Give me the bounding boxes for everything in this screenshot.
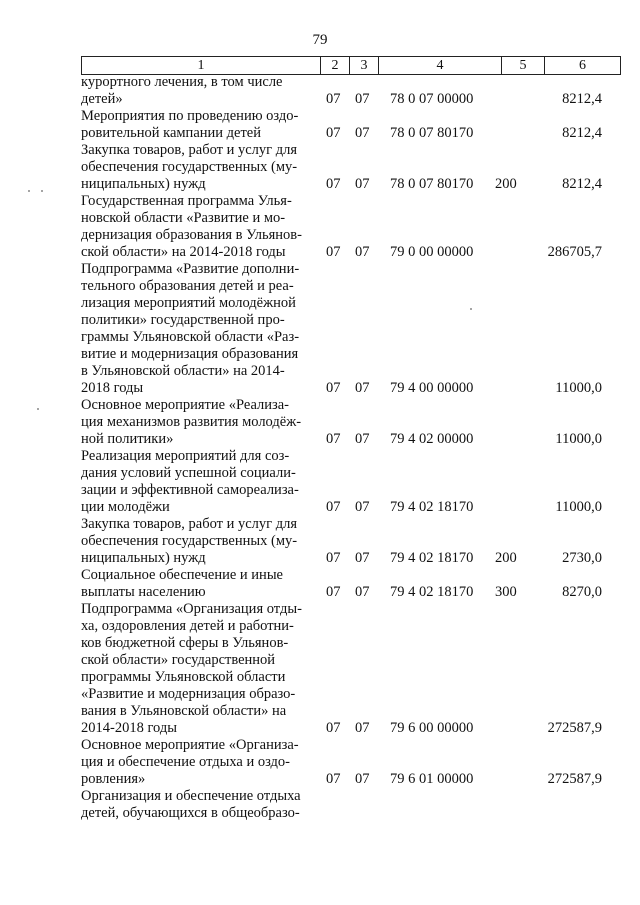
row-subsection: 07 (355, 431, 370, 447)
row-section: 07 (326, 431, 341, 447)
row-amount: 272587,9 (547, 771, 602, 787)
row-amount: 11000,0 (555, 499, 602, 515)
row-subsection: 07 (355, 176, 370, 192)
row-expense-type: 200 (495, 176, 517, 192)
row-amount: 11000,0 (555, 380, 602, 396)
row-name: Реализация мероприятий для соз- дания условий успешной социали- зации и эффективной самореализа- ции молодёжи (81, 448, 299, 515)
row-name: Государственная программа Улья- новской области «Развитие и мо- дернизация образования в Ульянов- ской области» на 2014-2018 годы (81, 193, 302, 260)
table-row (81, 516, 621, 567)
row-expense-type: 300 (495, 584, 517, 600)
row-subsection: 07 (355, 125, 370, 141)
row-name: курортного лечения, в том числе детей» (81, 74, 283, 107)
table-row (81, 193, 621, 261)
table-row (81, 397, 621, 448)
row-name: Подпрограмма «Организация отды- ха, оздоровления детей и работни- ков бюджетной сферы в Ульянов- ской области» государственной программы Ульяновской области «Развитие и модернизация образо- вания в Ульяновской области» на 2014-2018 годы (81, 601, 302, 736)
row-subsection: 07 (355, 720, 370, 736)
row-section: 07 (326, 584, 341, 600)
table-row (81, 788, 621, 822)
row-amount: 8212,4 (562, 125, 602, 141)
row-amount: 11000,0 (555, 431, 602, 447)
header-col-1: 1 (82, 57, 321, 74)
row-target-code: 79 0 00 00000 (390, 244, 474, 260)
row-section: 07 (326, 244, 341, 260)
page-number: 79 (312, 32, 328, 48)
table-row (81, 567, 621, 601)
row-amount: 272587,9 (547, 720, 602, 736)
header-col-6: 6 (545, 57, 621, 74)
row-section: 07 (326, 550, 341, 566)
scan-speck (37, 408, 39, 410)
row-subsection: 07 (355, 499, 370, 515)
row-subsection: 07 (355, 584, 370, 600)
row-subsection: 07 (355, 380, 370, 396)
row-name: Закупка товаров, работ и услуг для обеспечения государственных (му- ниципальных) нужд (81, 516, 298, 566)
scan-speck (41, 190, 43, 192)
row-section: 07 (326, 125, 341, 141)
header-col-5: 5 (502, 57, 545, 74)
row-name: Основное мероприятие «Организа- ция и обеспечение отдыха и оздо- ровления» (81, 737, 299, 787)
row-target-code: 79 4 02 00000 (390, 431, 474, 447)
row-amount: 2730,0 (562, 550, 602, 566)
row-name: Закупка товаров, работ и услуг для обеспечения государственных (му- ниципальных) нужд (81, 142, 298, 192)
row-name: Подпрограмма «Развитие дополни- тельного образования детей и реа- лизация мероприятий молодёжной политики» государственной про- граммы Ульяновской области «Раз- витие и модернизация образования в Ульяновской области» на 2014- 2018 годы (81, 261, 300, 396)
table-row (81, 142, 621, 193)
row-amount: 8212,4 (562, 91, 602, 107)
scan-speck (28, 190, 30, 192)
row-amount: 8270,0 (562, 584, 602, 600)
row-section: 07 (326, 380, 341, 396)
row-target-code: 79 4 02 18170 (390, 550, 474, 566)
scan-speck (470, 308, 472, 310)
table-row (81, 108, 621, 142)
row-name: Мероприятия по проведению оздо- ровительной кампании детей (81, 108, 299, 141)
row-name: Организация и обеспечение отдыха детей, обучающихся в общеобразо- (81, 788, 301, 821)
table-row (81, 448, 621, 516)
row-target-code: 78 0 07 00000 (390, 91, 474, 107)
row-subsection: 07 (355, 91, 370, 107)
row-name: Основное мероприятие «Реализа- ция механизмов развития молодёж- ной политики» (81, 397, 302, 447)
table-header (81, 56, 621, 75)
row-amount: 286705,7 (547, 244, 602, 260)
row-section: 07 (326, 771, 341, 787)
row-target-code: 78 0 07 80170 (390, 176, 474, 192)
row-target-code: 79 6 01 00000 (390, 771, 474, 787)
table-row (81, 261, 621, 397)
table-row (81, 601, 621, 737)
table-body (81, 74, 621, 822)
row-section: 07 (326, 176, 341, 192)
row-subsection: 07 (355, 244, 370, 260)
table-row (81, 737, 621, 788)
row-amount: 8212,4 (562, 176, 602, 192)
row-target-code: 79 4 02 18170 (390, 584, 474, 600)
header-col-4: 4 (379, 57, 502, 74)
row-name: Социальное обеспечение и иные выплаты населению (81, 567, 283, 600)
row-subsection: 07 (355, 550, 370, 566)
row-target-code: 79 6 00 00000 (390, 720, 474, 736)
row-section: 07 (326, 499, 341, 515)
row-section: 07 (326, 91, 341, 107)
row-expense-type: 200 (495, 550, 517, 566)
header-col-3: 3 (350, 57, 379, 74)
row-subsection: 07 (355, 771, 370, 787)
row-section: 07 (326, 720, 341, 736)
row-target-code: 79 4 00 00000 (390, 380, 474, 396)
table-row (81, 74, 621, 108)
row-target-code: 79 4 02 18170 (390, 499, 474, 515)
header-col-2: 2 (321, 57, 350, 74)
row-target-code: 78 0 07 80170 (390, 125, 474, 141)
